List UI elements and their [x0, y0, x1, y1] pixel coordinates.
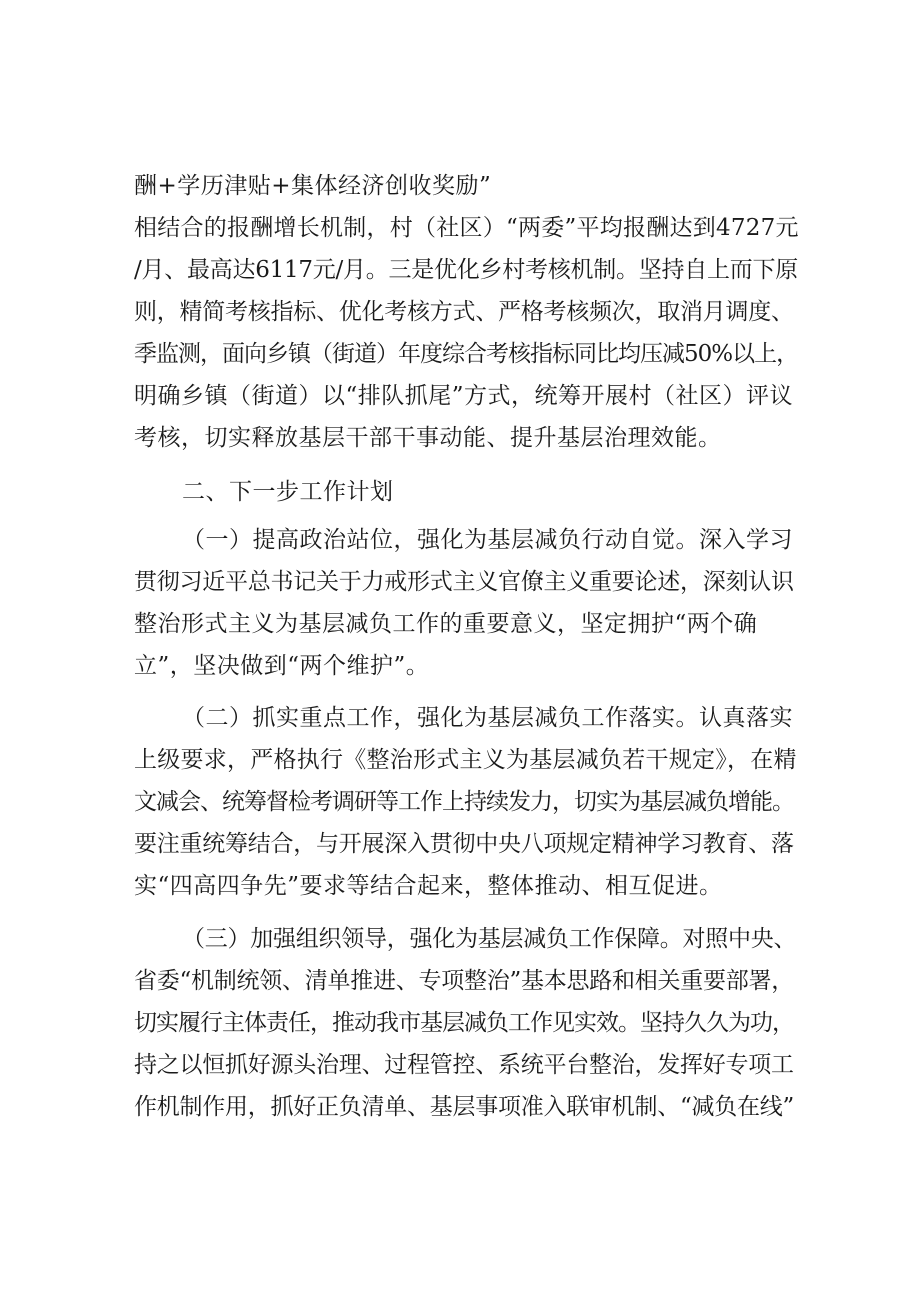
text-line: 实“四高四争先”要求等结合起来，整体推动、相互促进。 — [134, 873, 723, 899]
text-line: 省委“机制统领、清单推进、专项整治”基本思路和相关重要部署， — [134, 968, 795, 994]
text-line: 则，精简考核指标、优化考核方式、严格考核频次，取消月调度、 — [134, 299, 794, 325]
text-line: 贯彻习近平总书记关于力戒形式主义官僚主义重要论述，深刻认识 — [134, 569, 794, 595]
text-line: 立”，坚决做到“两个维护”。 — [134, 653, 430, 679]
paragraph-first-line: （一）提高政治站位，强化为基层减负行动自觉。深入学习 — [182, 527, 793, 553]
text-line: 持之以恒抓好源头治理、过程管控、系统平台整治，发挥好专项工 — [134, 1052, 794, 1078]
text-line: /月、最高达6117元/月。三是优化乡村考核机制。坚持自上而下原 — [134, 257, 799, 283]
paragraph-first-line: （二）抓实重点工作，强化为基层减负工作落实。认真落实 — [182, 705, 793, 731]
text-line: 酬+学历津贴+集体经济创收奖励” — [134, 173, 492, 199]
paragraph-first-line: （三）加强组织领导，强化为基层减负工作保障。对照中央、 — [182, 926, 797, 952]
text-line: 上级要求，严格执行《整治形式主义为基层减负若干规定》，在精 — [134, 747, 797, 773]
text-line: 文减会、统筹督检考调研等工作上持续发力，切实为基层减负增能。 — [134, 789, 794, 815]
section-heading: 二、下一步工作计划 — [182, 479, 394, 505]
text-line: 明确乡镇（街道）以“排队抓尾”方式，统筹开展村（社区）评议 — [134, 383, 794, 409]
text-line: 切实履行主体责任，推动我市基层减负工作见实效。坚持久久为功， — [134, 1010, 794, 1036]
text-line: 整治形式主义为基层减负工作的重要意义，坚定拥护“两个确 — [134, 611, 758, 637]
text-line: 考核，切实释放基层干部干事动能、提升基层治理效能。 — [134, 425, 722, 451]
text-line: 相结合的报酬增长机制，村（社区）“两委”平均报酬达到4727元 — [134, 215, 799, 241]
text-line: 要注重统筹结合，与开展深入贯彻中央八项规定精神学习教育、落 — [134, 831, 794, 857]
text-line: 作机制作用，抓好正负清单、基层事项准入联审机制、“减负在线” — [134, 1094, 795, 1120]
text-line: 季监测，面向乡镇（街道）年度综合考核指标同比均压减50%以上， — [134, 341, 799, 367]
